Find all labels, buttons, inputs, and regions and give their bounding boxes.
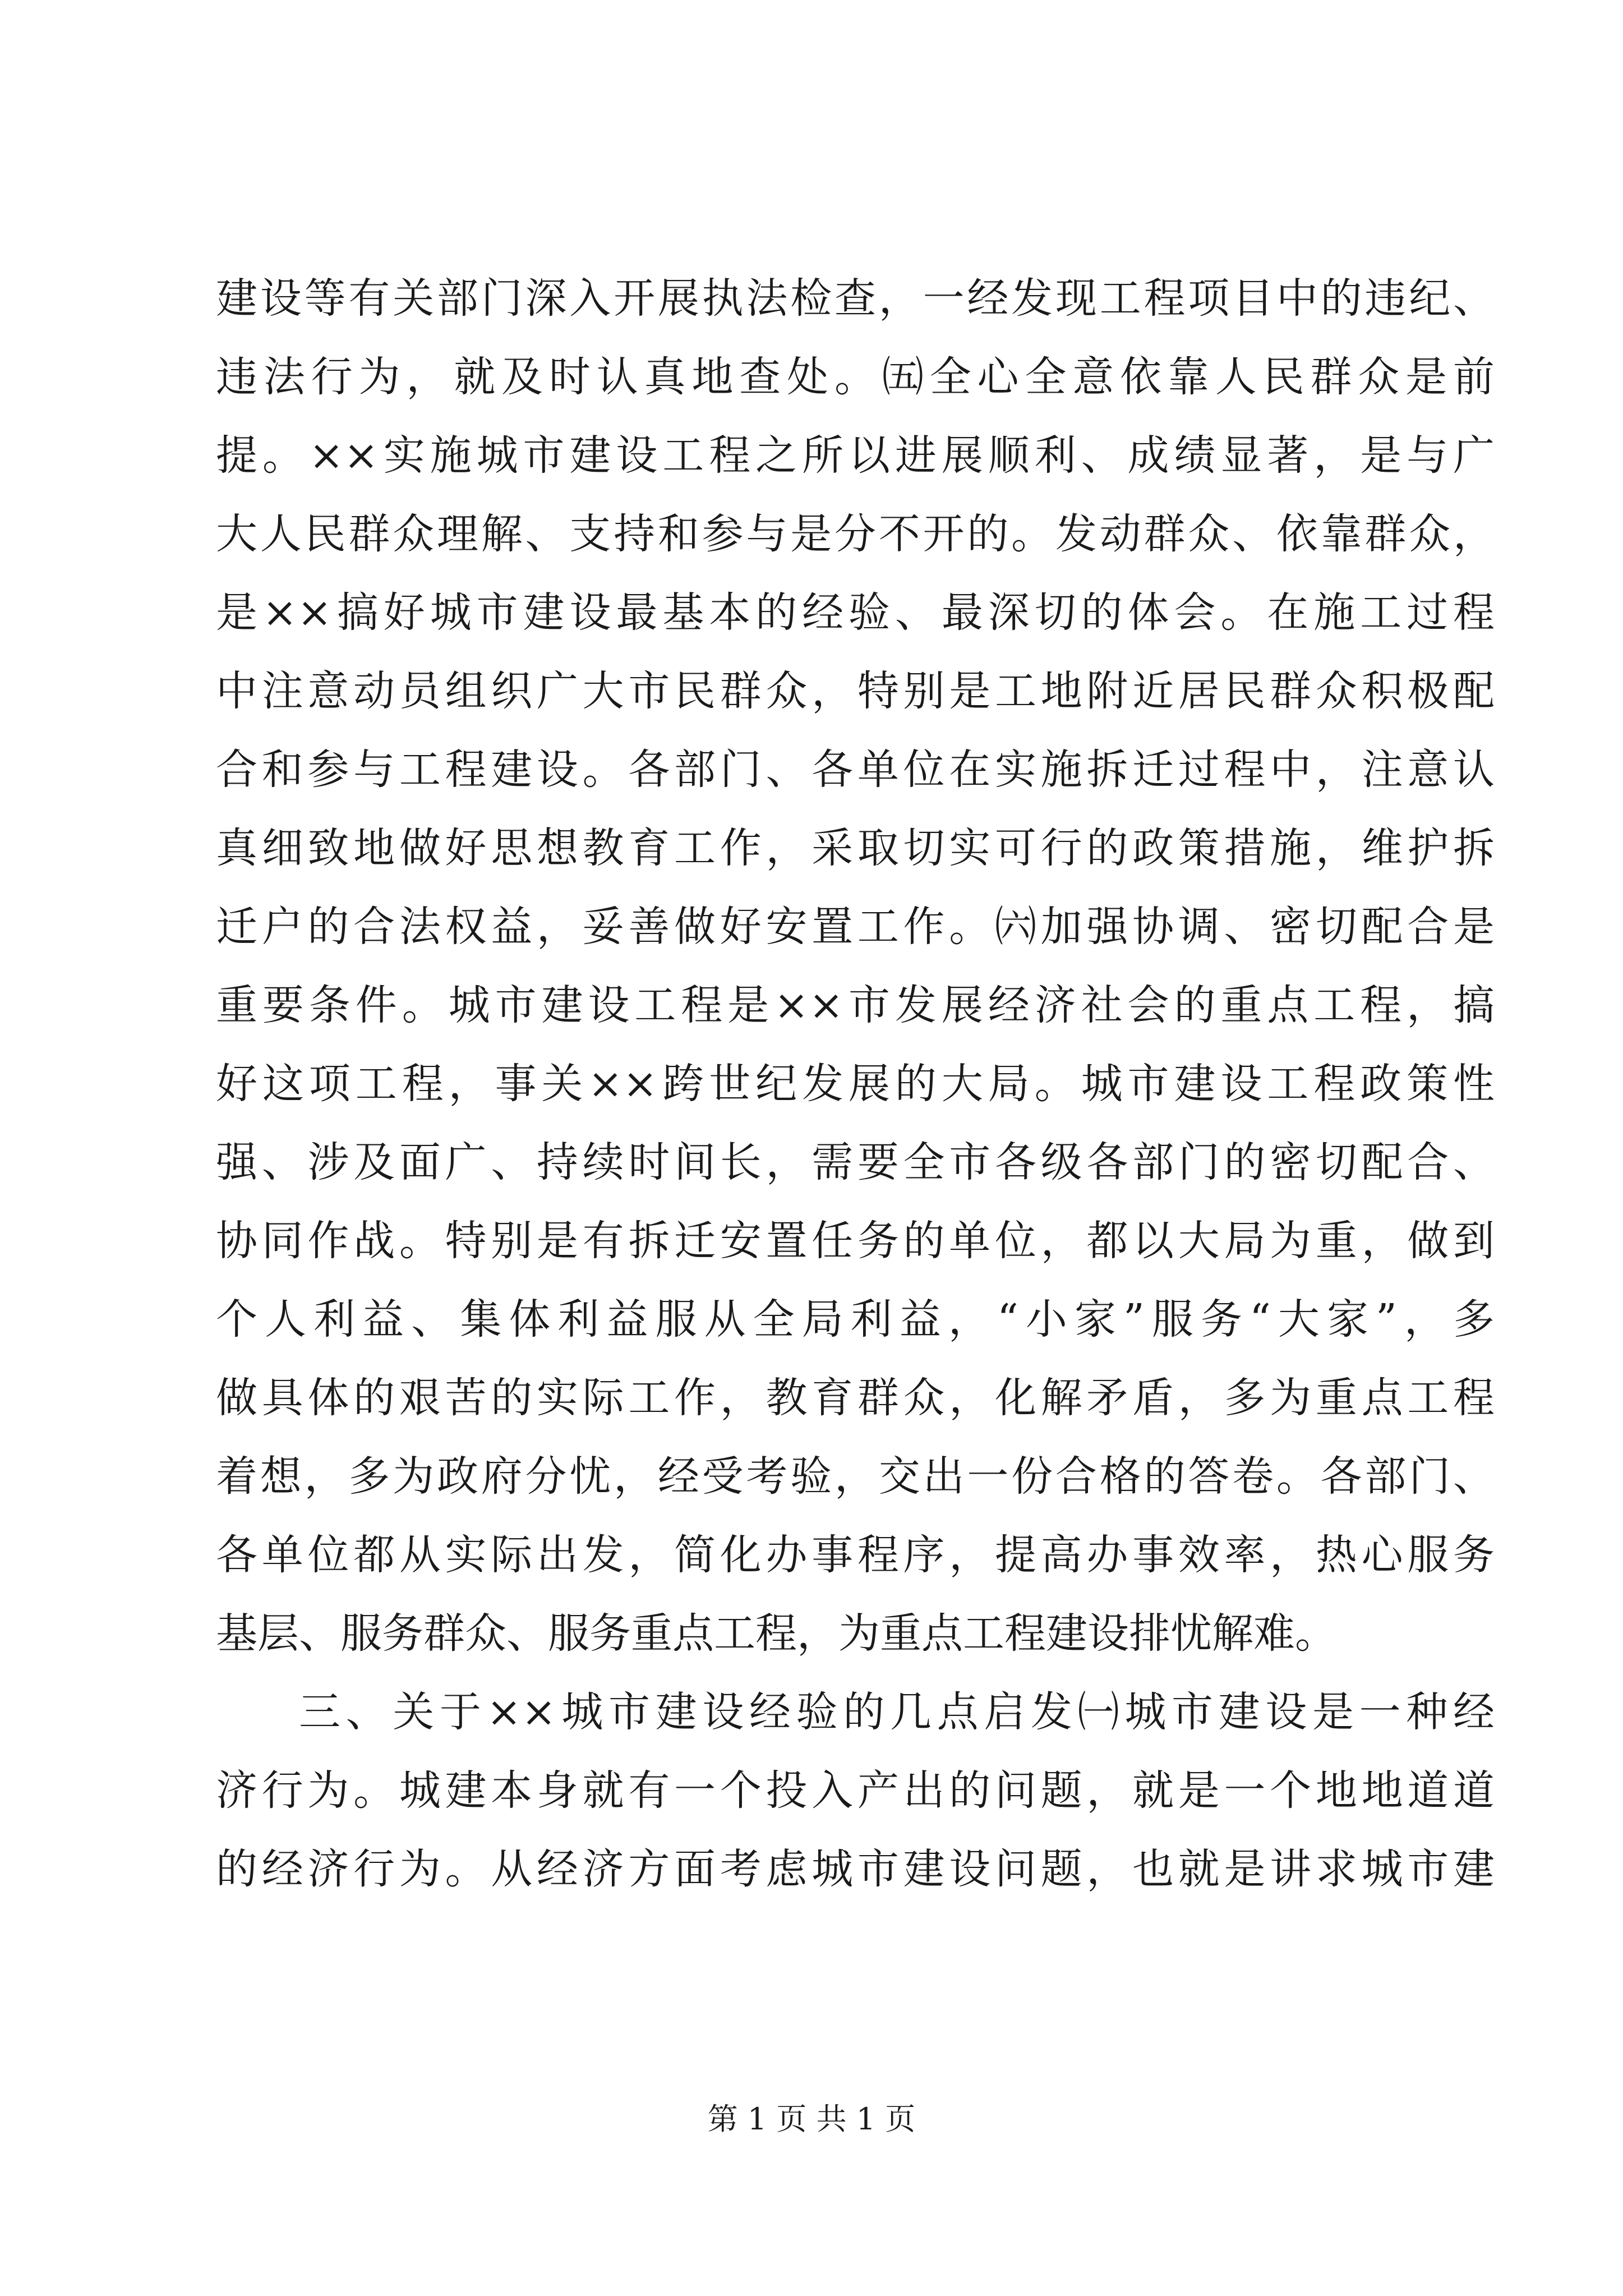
text-line-2: 违法行为，就及时认真地查处。㈤全心全意依靠人民群众是前 — [216, 353, 1495, 401]
text-line-14: 个人利益、集体利益服从全局利益，“小家”服务“大家”，多 — [216, 1295, 1495, 1343]
page-footer: 第 1 页 共 1 页 — [707, 2101, 916, 2137]
text-line-17: 各单位都从实际出发，简化办事程序，提高办事效率，热心服务 — [216, 1531, 1495, 1579]
text-line-16: 着想，多为政府分忧，经受考验，交出一份合格的答卷。各部门、 — [216, 1452, 1495, 1501]
text-line-12: 强、涉及面广、持续时间长，需要全市各级各部门的密切配合、 — [216, 1138, 1495, 1186]
text-line-20: 济行为。城建本身就有一个投入产出的问题，就是一个地地道道 — [216, 1766, 1495, 1815]
text-line-7: 合和参与工程建设。各部门、各单位在实施拆迁过程中，注意认 — [216, 746, 1495, 794]
text-line-9: 迁户的合法权益，妥善做好安置工作。㈥加强协调、密切配合是 — [216, 903, 1495, 951]
text-line-1: 建设等有关部门深入开展执法检查，一经发现工程项目中的违纪、 — [216, 274, 1495, 323]
text-line-11: 好这项工程，事关××跨世纪发展的大局。城市建设工程政策性 — [216, 1060, 1495, 1108]
text-line-19: 三、关于××城市建设经验的几点启发㈠城市建设是一种经 — [299, 1688, 1495, 1736]
text-line-15: 做具体的艰苦的实际工作，教育群众，化解矛盾，多为重点工程 — [216, 1374, 1495, 1422]
text-line-10: 重要条件。城市建设工程是××市发展经济社会的重点工程，搞 — [216, 981, 1495, 1029]
text-line-4: 大人民群众理解、支持和参与是分不开的。发动群众、依靠群众， — [216, 510, 1495, 558]
body-text — [216, 259, 1495, 1908]
text-line-6: 中注意动员组织广大市民群众，特别是工地附近居民群众积极配 — [216, 667, 1495, 715]
text-line-5: 是××搞好城市建设最基本的经验、最深切的体会。在施工过程 — [216, 588, 1495, 637]
text-line-21: 的经济行为。从经济方面考虑城市建设问题，也就是讲求城市建 — [216, 1845, 1495, 1893]
text-line-3: 提。××实施城市建设工程之所以进展顺利、成绩显著，是与广 — [216, 431, 1495, 480]
text-line-8: 真细致地做好思想教育工作，采取切实可行的政策措施，维护拆 — [216, 824, 1495, 872]
text-line-18: 基层、服务群众、服务重点工程，为重点工程建设排忧解难。 — [216, 1609, 1336, 1658]
text-line-13: 协同作战。特别是有拆迁安置任务的单位，都以大局为重，做到 — [216, 1217, 1495, 1265]
